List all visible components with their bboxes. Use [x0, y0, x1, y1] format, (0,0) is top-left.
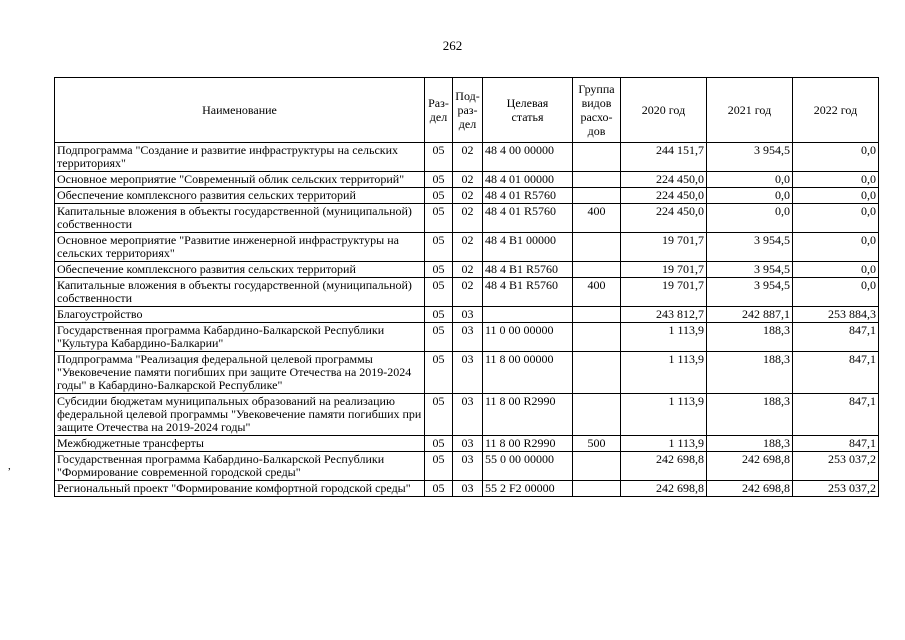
cell-section: 05	[425, 172, 453, 188]
cell-section: 05	[425, 262, 453, 278]
table-row	[55, 233, 879, 262]
page-number: 262	[442, 38, 463, 53]
cell-expense-group: 400	[573, 204, 621, 233]
cell-subsection: 02	[453, 204, 483, 233]
cell-2021: 188,3	[707, 436, 793, 452]
cell-name: Обеспечение комплексного развития сельских территорий	[55, 188, 425, 204]
cell-subsection: 03	[453, 307, 483, 323]
cell-name: Благоустройство	[55, 307, 425, 323]
cell-expense-group: 400	[573, 278, 621, 307]
cell-expense-group	[573, 352, 621, 394]
cell-section: 05	[425, 307, 453, 323]
table-row	[55, 452, 879, 481]
cell-2021: 3 954,5	[707, 143, 793, 172]
cell-section: 05	[425, 352, 453, 394]
cell-2021: 242 698,8	[707, 481, 793, 497]
header-2020: 2020 год	[621, 78, 707, 143]
cell-target: 48 4 01 R5760	[483, 188, 573, 204]
cell-name: Обеспечение комплексного развития сельских территорий	[55, 262, 425, 278]
table-row	[55, 436, 879, 452]
cell-2020: 1 113,9	[621, 436, 707, 452]
cell-2020: 242 698,8	[621, 452, 707, 481]
cell-2022: 0,0	[793, 204, 879, 233]
cell-target: 48 4 01 00000	[483, 172, 573, 188]
cell-name: Региональный проект "Формирование комфортной городской среды"	[55, 481, 425, 497]
table-row	[55, 143, 879, 172]
cell-target: 48 4 B1 00000	[483, 233, 573, 262]
table-row	[55, 352, 879, 394]
cell-name: Основное мероприятие "Развитие инженерной инфраструктуры на сельских территориях"	[55, 233, 425, 262]
cell-section: 05	[425, 233, 453, 262]
cell-subsection: 02	[453, 143, 483, 172]
cell-section: 05	[425, 278, 453, 307]
cell-expense-group: 500	[573, 436, 621, 452]
cell-2021: 3 954,5	[707, 278, 793, 307]
cell-subsection: 02	[453, 262, 483, 278]
cell-name: Капитальные вложения в объекты государственной (муниципальной) собственности	[55, 278, 425, 307]
table-row	[55, 188, 879, 204]
header-2021: 2021 год	[707, 78, 793, 143]
table-row	[55, 323, 879, 352]
cell-target: 48 4 B1 R5760	[483, 278, 573, 307]
cell-2021: 242 887,1	[707, 307, 793, 323]
cell-expense-group	[573, 307, 621, 323]
cell-2021: 188,3	[707, 323, 793, 352]
cell-target: 55 0 00 00000	[483, 452, 573, 481]
cell-expense-group	[573, 323, 621, 352]
cell-target: 48 4 B1 R5760	[483, 262, 573, 278]
cell-2021: 0,0	[707, 172, 793, 188]
cell-2020: 224 450,0	[621, 188, 707, 204]
cell-expense-group	[573, 452, 621, 481]
cell-2022: 0,0	[793, 233, 879, 262]
cell-2022: 0,0	[793, 143, 879, 172]
header-section: Раз- дел	[425, 78, 453, 143]
cell-subsection: 03	[453, 352, 483, 394]
cell-subsection: 03	[453, 452, 483, 481]
cell-expense-group	[573, 188, 621, 204]
header-2022: 2022 год	[793, 78, 879, 143]
cell-2022: 847,1	[793, 352, 879, 394]
cell-2021: 0,0	[707, 188, 793, 204]
cell-section: 05	[425, 452, 453, 481]
cell-2021: 3 954,5	[707, 233, 793, 262]
cell-target: 55 2 F2 00000	[483, 481, 573, 497]
table-row	[55, 172, 879, 188]
cell-expense-group	[573, 481, 621, 497]
cell-2022: 847,1	[793, 436, 879, 452]
cell-section: 05	[425, 481, 453, 497]
cell-2022: 847,1	[793, 394, 879, 436]
cell-name: Государственная программа Кабардино-Балкарской Республики "Культура Кабардино-Балкарии"	[55, 323, 425, 352]
cell-2022: 0,0	[793, 188, 879, 204]
cell-2020: 19 701,7	[621, 278, 707, 307]
cell-2020: 242 698,8	[621, 481, 707, 497]
margin-mark: ,	[8, 460, 11, 472]
cell-2022: 847,1	[793, 323, 879, 352]
cell-section: 05	[425, 143, 453, 172]
cell-name: Подпрограмма "Реализация федеральной целевой программы "Увековечение памяти погибших при защите Отечества на 2019-2024 годы" в Кабардино-Балкарской Республике"	[55, 352, 425, 394]
cell-2022: 253 037,2	[793, 452, 879, 481]
cell-expense-group	[573, 233, 621, 262]
cell-section: 05	[425, 323, 453, 352]
header-name: Наименование	[55, 78, 425, 143]
cell-2022: 0,0	[793, 278, 879, 307]
cell-2022: 253 884,3	[793, 307, 879, 323]
cell-name: Капитальные вложения в объекты государственной (муниципальной) собственности	[55, 204, 425, 233]
cell-name: Государственная программа Кабардино-Балкарской Республики "Формирование современной городской среды"	[55, 452, 425, 481]
cell-2020: 244 151,7	[621, 143, 707, 172]
cell-name: Основное мероприятие "Современный облик сельских территорий"	[55, 172, 425, 188]
cell-2020: 224 450,0	[621, 172, 707, 188]
cell-expense-group	[573, 262, 621, 278]
cell-2021: 188,3	[707, 394, 793, 436]
cell-subsection: 02	[453, 172, 483, 188]
cell-subsection: 02	[453, 188, 483, 204]
cell-subsection: 02	[453, 278, 483, 307]
header-subsection: Под- раз- дел	[453, 78, 483, 143]
cell-subsection: 03	[453, 323, 483, 352]
cell-name: Межбюджетные трансферты	[55, 436, 425, 452]
cell-name: Подпрограмма "Создание и развитие инфраструктуры на сельских территориях"	[55, 143, 425, 172]
cell-2022: 0,0	[793, 172, 879, 188]
cell-subsection: 02	[453, 233, 483, 262]
cell-2020: 1 113,9	[621, 352, 707, 394]
cell-target: 11 8 00 00000	[483, 352, 573, 394]
cell-subsection: 03	[453, 436, 483, 452]
cell-section: 05	[425, 204, 453, 233]
budget-table	[54, 77, 879, 497]
cell-target: 11 8 00 R2990	[483, 394, 573, 436]
header-target: Целевая статья	[483, 78, 573, 143]
cell-section: 05	[425, 188, 453, 204]
table-row	[55, 394, 879, 436]
cell-2021: 242 698,8	[707, 452, 793, 481]
cell-2021: 0,0	[707, 204, 793, 233]
cell-target: 48 4 00 00000	[483, 143, 573, 172]
cell-name: Субсидии бюджетам муниципальных образований на реализацию федеральной целевой программы "Увековечение памяти погибших при защите Отечества на 2019-2024 годы"	[55, 394, 425, 436]
cell-2022: 253 037,2	[793, 481, 879, 497]
cell-section: 05	[425, 394, 453, 436]
cell-2020: 243 812,7	[621, 307, 707, 323]
cell-2021: 188,3	[707, 352, 793, 394]
cell-subsection: 03	[453, 394, 483, 436]
cell-target: 11 8 00 R2990	[483, 436, 573, 452]
cell-2022: 0,0	[793, 262, 879, 278]
cell-subsection: 03	[453, 481, 483, 497]
table-row	[55, 262, 879, 278]
table-row	[55, 307, 879, 323]
cell-2020: 1 113,9	[621, 323, 707, 352]
cell-2020: 1 113,9	[621, 394, 707, 436]
table-row	[55, 278, 879, 307]
cell-expense-group	[573, 394, 621, 436]
table-row	[55, 481, 879, 497]
cell-target: 11 0 00 00000	[483, 323, 573, 352]
cell-expense-group	[573, 172, 621, 188]
cell-2020: 224 450,0	[621, 204, 707, 233]
cell-2021: 3 954,5	[707, 262, 793, 278]
cell-expense-group	[573, 143, 621, 172]
cell-target: 48 4 01 R5760	[483, 204, 573, 233]
cell-section: 05	[425, 436, 453, 452]
table-row	[55, 204, 879, 233]
header-expense-group: Группа видов расхо- дов	[573, 78, 621, 143]
table-header-row	[55, 78, 879, 143]
cell-target	[483, 307, 573, 323]
cell-2020: 19 701,7	[621, 233, 707, 262]
cell-2020: 19 701,7	[621, 262, 707, 278]
